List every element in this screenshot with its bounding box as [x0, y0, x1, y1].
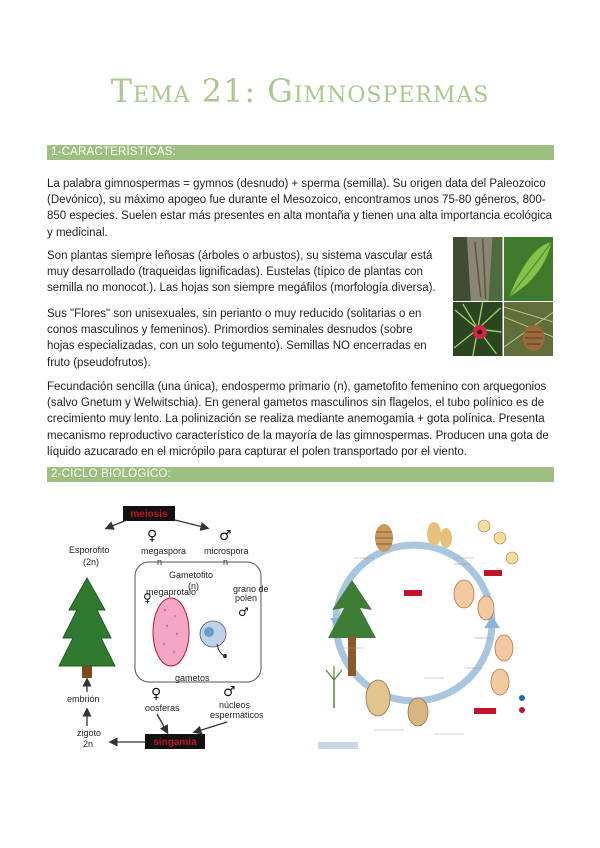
embrion-label: embrión [67, 694, 100, 704]
needles-photo [453, 302, 503, 356]
tree-trunk-photo [453, 237, 503, 301]
zigoto-label: zigoto [77, 728, 102, 738]
pine-life-cycle-figure [314, 498, 540, 754]
life-cycle-simple-diagram [47, 498, 307, 756]
gymnosperm-photo-collage [453, 237, 553, 355]
nucleos-label-1: núcleos [219, 700, 251, 710]
grano-polen-male-symbol: ♂ [238, 605, 249, 619]
singamia-label: singamia [153, 737, 197, 748]
megaspora-ploidy: n [157, 557, 163, 567]
microspora-male-symbol: ♂ [219, 528, 232, 544]
paragraph-lenosas: Son plantas siempre leñosas (árboles o arbustos), su sistema vascular está muy desarrollado (traqueidas lignificadas). Eustelas (típico de plantas con semilla no monocot.). Las hojas son siempre megáfilos (morfología diversa). [47, 250, 436, 295]
gametos-label: gametos [175, 673, 210, 683]
microspora-label: microspora [204, 546, 249, 556]
megaprotalo-female-symbol: ♀ [143, 591, 152, 605]
zigoto-ploidy: 2n [83, 739, 94, 749]
megaspora-label: megaspora [141, 546, 187, 556]
page-title: Tema 21: Gimnospermas [110, 72, 490, 110]
megaprotalo-ovule [153, 598, 189, 666]
nucleos-label-2: espermáticos [210, 710, 264, 720]
cone-photo [504, 302, 554, 356]
esporofito-label: Esporofito [69, 545, 110, 555]
nucleos-male-symbol: ♂ [223, 684, 236, 700]
esporofito-ploidy: (2n) [83, 557, 100, 567]
gametofito-label: Gametofito [169, 570, 214, 580]
gametofito-ploidy: (n) [188, 581, 199, 591]
leaf-photo [504, 237, 554, 301]
paragraph-flores: Sus "Flores" son unisexuales, sin perianto o muy reducido (solitarias o en conos masculinos y femeninos). Primordios seminales desnudos (sobre hojas especializadas, con un solo tegumento). Semillas NO encerradas en fruto (pseudofrutos). [47, 308, 427, 369]
pine-tree-icon [59, 578, 115, 678]
oosferas-label: oosferas [145, 703, 180, 713]
cone-illustration [375, 524, 393, 552]
megaprotalo-label: megaprotalo [146, 587, 197, 597]
section-heading-ciclo: 2-CICLO BIOLÓGICO: [47, 467, 554, 482]
meiosis-label: meiosis [130, 509, 168, 520]
oosferas-female-symbol: ♀ [151, 686, 162, 702]
paragraph-fecundacion: Fecundación sencilla (una única), endospermo primario (n), gametofito femenino con arquegonios (salvo Gnetum y Welwitschia). En general gametos masculinos sin flagelos, el tubo polínico es de crecimiento muy lento. La polinización se realiza mediante anemogamia + gota polínica. Presenta mecanismo reproductivo característico de la mayoría de las gimnospermas. Producen una gota de líquido azucarado en el micrópilo para capturar el polen transportado por el viento. [47, 381, 549, 458]
section-heading-caracteristicas: 1-CARACTERÍSTICAS: [47, 145, 554, 160]
pollen-grain-icon [200, 621, 227, 658]
paragraph-origen: La palabra gimnospermas = gymnos (desnudo) + sperma (semilla). Su origen data del Paleozoico (Devónico), su máximo apogeo fue durante el Mesozoico, encontramos unos 75-80 géneros, 800-850 especies. Suelen estar más presentes en alta montaña y tienen una alta importancia ecológica y medicinal. [47, 178, 553, 239]
megaspora-female-symbol: ♀ [147, 528, 158, 544]
grano-polen-label-2: polen [235, 593, 258, 603]
microspora-ploidy: n [223, 557, 229, 567]
grano-polen-label-1: grano de [233, 584, 269, 594]
